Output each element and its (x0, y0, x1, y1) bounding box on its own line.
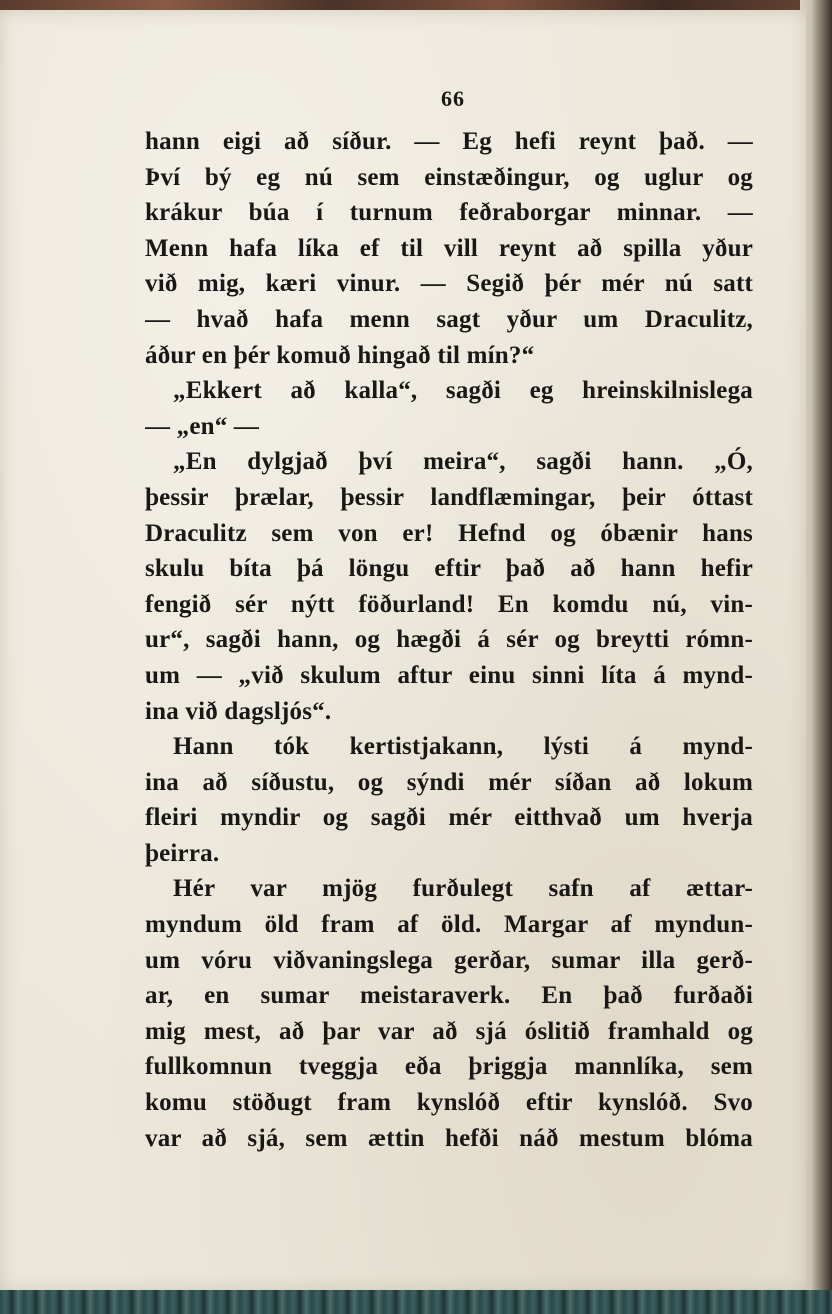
text-line: — „en“ — (145, 412, 260, 440)
text-line: Því bý eg nú sem einstæðingur, og uglur og (145, 163, 753, 191)
text-line: „En dylgjað því meira“, sagði hann. „Ó, (173, 448, 753, 476)
text-line: ur“, sagði hann, og hægði á sér og breytti rómn- (145, 626, 753, 654)
text-line: fengið sér nýtt föðurland! En komdu nú, vin- (145, 590, 753, 618)
body-text (145, 124, 753, 1156)
text-line: skulu bíta þá löngu eftir það að hann hefir (145, 555, 753, 583)
page-number: 66 (441, 86, 465, 111)
text-line: fleiri myndir og sagði mér eitthvað um hverja (145, 804, 753, 832)
text-line: um — „við skulum aftur einu sinni líta á mynd- (145, 661, 753, 689)
text-line: ina við dagsljós“. (145, 697, 332, 725)
text-line: krákur búa í turnum feðraborgar minnar. — (145, 199, 753, 227)
text-line: — hvað hafa menn sagt yður um Draculitz, (145, 305, 753, 333)
text-line: þeirra. (145, 839, 220, 867)
text-line: Hér var mjög furðulegt safn af ættar- (173, 875, 753, 903)
text-line: ar, en sumar meistaraverk. En það furðaði (145, 982, 753, 1010)
text-line: var að sjá, sem ættin hefði náð mestum blóma (145, 1124, 753, 1152)
text-line: Draculitz sem von er! Hefnd og óbænir hans (145, 519, 753, 547)
text-line: Hann tók kertistjakann, lýsti á mynd- (173, 733, 753, 761)
book-bottom-edge (0, 1290, 832, 1314)
text-line: þessir þrælar, þessir landflæmingar, þeir óttast (145, 483, 753, 511)
text-line: „Ekkert að kalla“, sagði eg hreinskilnislega (173, 377, 753, 405)
text-line: Menn hafa líka ef til vill reynt að spilla yður (145, 234, 753, 262)
text-line: við mig, kæri vinur. — Segið þér mér nú satt (145, 270, 753, 298)
text-line: mig mest, að þar var að sjá óslitið framhald og (145, 1017, 753, 1045)
text-line: um vóru viðvaningslega gerðar, sumar illa gerð- (145, 946, 753, 974)
text-line: ina að síðustu, og sýndi mér síðan að lokum (145, 768, 753, 796)
text-line: komu stöðugt fram kynslóð eftir kynslóð. Svo (145, 1089, 753, 1117)
text-line: hann eigi að síður. — Eg hefi reynt það. — (145, 128, 753, 155)
text-line: fullkomnun tveggja eða þriggja mannlíka, sem (145, 1053, 753, 1081)
text-line: myndum öld fram af öld. Margar af myndun- (145, 911, 753, 939)
text-line: áður en þér komuð hingað til mín?“ (145, 341, 535, 369)
